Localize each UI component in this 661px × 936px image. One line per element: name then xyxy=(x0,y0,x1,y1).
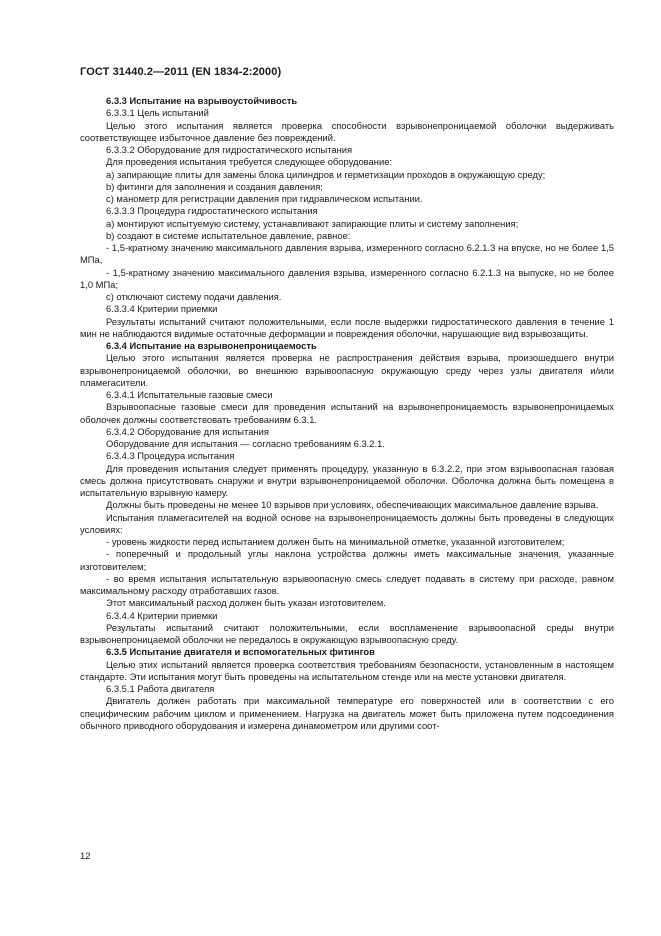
paragraph: 6.3.4.1 Испытательные газовые смеси xyxy=(106,389,273,400)
paragraph: 6.3.4.3 Процедура испытания xyxy=(106,450,235,462)
paragraph: 6.3.3.4 Критерии приемки xyxy=(106,303,218,315)
paragraph: 6.3.3.2 Оборудование для гидростатического испытания xyxy=(106,144,353,155)
paragraph: 6.3.3.3 Процедура гидростатического испытания xyxy=(106,205,318,217)
paragraph: a) запирающие плиты для замены блока цилиндров и герметизации проходов в окружающую среду; xyxy=(106,168,546,180)
paragraph: c) отключают систему подачи давления. xyxy=(106,291,282,302)
section-heading: 6.3.3 Испытание на взрывоустойчивость xyxy=(106,95,298,106)
paragraph: Взрывоопасные газовые смеси для проведения испытаний на взрывонепроницаемость взрывонепроницаемых оболочек должны соответствовать требованиям 6.3.1. xyxy=(80,401,614,425)
paragraph: a) монтируют испытуемую систему, устанавливают запирающие плиты и систему заполнения; xyxy=(106,217,519,229)
paragraph: 6.3.5.1 Работа двигателя xyxy=(106,683,215,694)
paragraph: - 1,5-кратному значению максимального давления взрыва, измеренного согласно 6.2.1.3 на впуске, но не более 1,5 МПа, xyxy=(80,242,614,266)
paragraph: Должны быть проведены не менее 10 взрывов при условиях, обеспечивающих максимальное давление взрыва. xyxy=(106,499,599,511)
paragraph: Результаты испытаний считают положительными, если воспламенение взрывоопасной среды внутри взрывонепроницаемой оболочки не передалось в окружающую взрывоопасную среду. xyxy=(80,621,614,645)
paragraph: 6.3.4.2 Оборудование для испытания xyxy=(106,425,269,437)
paragraph: Целью этого испытания является проверка не распространения действия взрыва, произошедшего внутри взрывонепроницаемой оболочки, во внешнюю взрывоопасную окружающую среду через узлы двигателя и/или пламегасители. xyxy=(80,352,614,388)
page-number: 12 xyxy=(80,851,91,862)
paragraph: 6.3.3.1 Цель испытаний xyxy=(106,107,209,119)
section-heading: 6.3.5 Испытание двигателя и вспомогательных фитингов xyxy=(106,646,375,658)
paragraph: Для проведения испытания требуется следующее оборудование: xyxy=(106,156,393,168)
paragraph: Оборудование для испытания — согласно требованиям 6.3.2.1. xyxy=(106,438,385,449)
section-heading: 6.3.4 Испытание на взрывонепроницаемость xyxy=(106,340,317,351)
document-body xyxy=(80,95,614,732)
document-header: ГОСТ 31440.2—2011 (EN 1834-2:2000) xyxy=(80,66,282,78)
paragraph: b) фитинги для заполнения и создания давления; xyxy=(106,180,323,192)
paragraph: - 1,5-кратному значению максимального давления взрыва, измеренного согласно 6.2.1.3 на выпуске, но не более 1,0 МПа; xyxy=(80,266,614,290)
paragraph: Испытания пламегасителей на водной основе на взрывонепроницаемость должны быть проведены в следующих условиях: xyxy=(80,511,614,535)
paragraph: b) создают в системе испытательное давление, равное: xyxy=(106,229,351,241)
paragraph: Результаты испытаний считают положительными, если после выдержки гидростатического давления в течение 1 мин не наблюдаются видимые остаточные деформации и повреждения оболочки, нарушающие вид взрывозащиты. xyxy=(80,315,614,339)
paragraph: Этот максимальный расход должен быть указан изготовителем. xyxy=(106,597,386,609)
paragraph: Двигатель должен работать при максимальной температуре его поверхностей или в соответствии с его специфическим рабочим циклом и применением. Нагрузка на двигатель может быть приложена путем подсоединения обычного приводного оборудования и измерена динамометром или другими соот- xyxy=(80,695,614,731)
paragraph: Для проведения испытания следует применять процедуру, указанную в 6.3.2.2, при этом взрывоопасная газовая смесь должна присутствовать снаружи и внутри взрывонепроницаемой оболочки. Оболочка должна быть помещена в испытательную взрывную камеру. xyxy=(80,462,614,498)
paragraph: - поперечный и продольный углы наклона устройства должны иметь максимальные значения, указанные изготовителем; xyxy=(80,548,614,572)
paragraph: 6.3.4.4 Критерии приемки xyxy=(106,609,218,621)
paragraph: Целью этого испытания является проверка способности взрывонепроницаемой оболочки выдерживать соответствующее избыточное давление без повреждений. xyxy=(80,119,614,143)
paragraph: - во время испытания испытательную взрывоопасную смесь следует подавать в систему при расходе, равном максимальному расходу отработавших газов. xyxy=(80,572,614,596)
paragraph: c) манометр для регистрации давления при гидравлическом испытании. xyxy=(106,193,423,204)
paragraph: - уровень жидкости перед испытанием должен быть на минимальной отметке, указанной изготовителем; xyxy=(106,536,565,547)
paragraph: Целью этих испытаний является проверка соответствия требованиям безопасности, установленным в настоящем стандарте. Эти испытания могут быть проведены на испытательном стенде или на месте установки двигателя. xyxy=(80,658,614,682)
